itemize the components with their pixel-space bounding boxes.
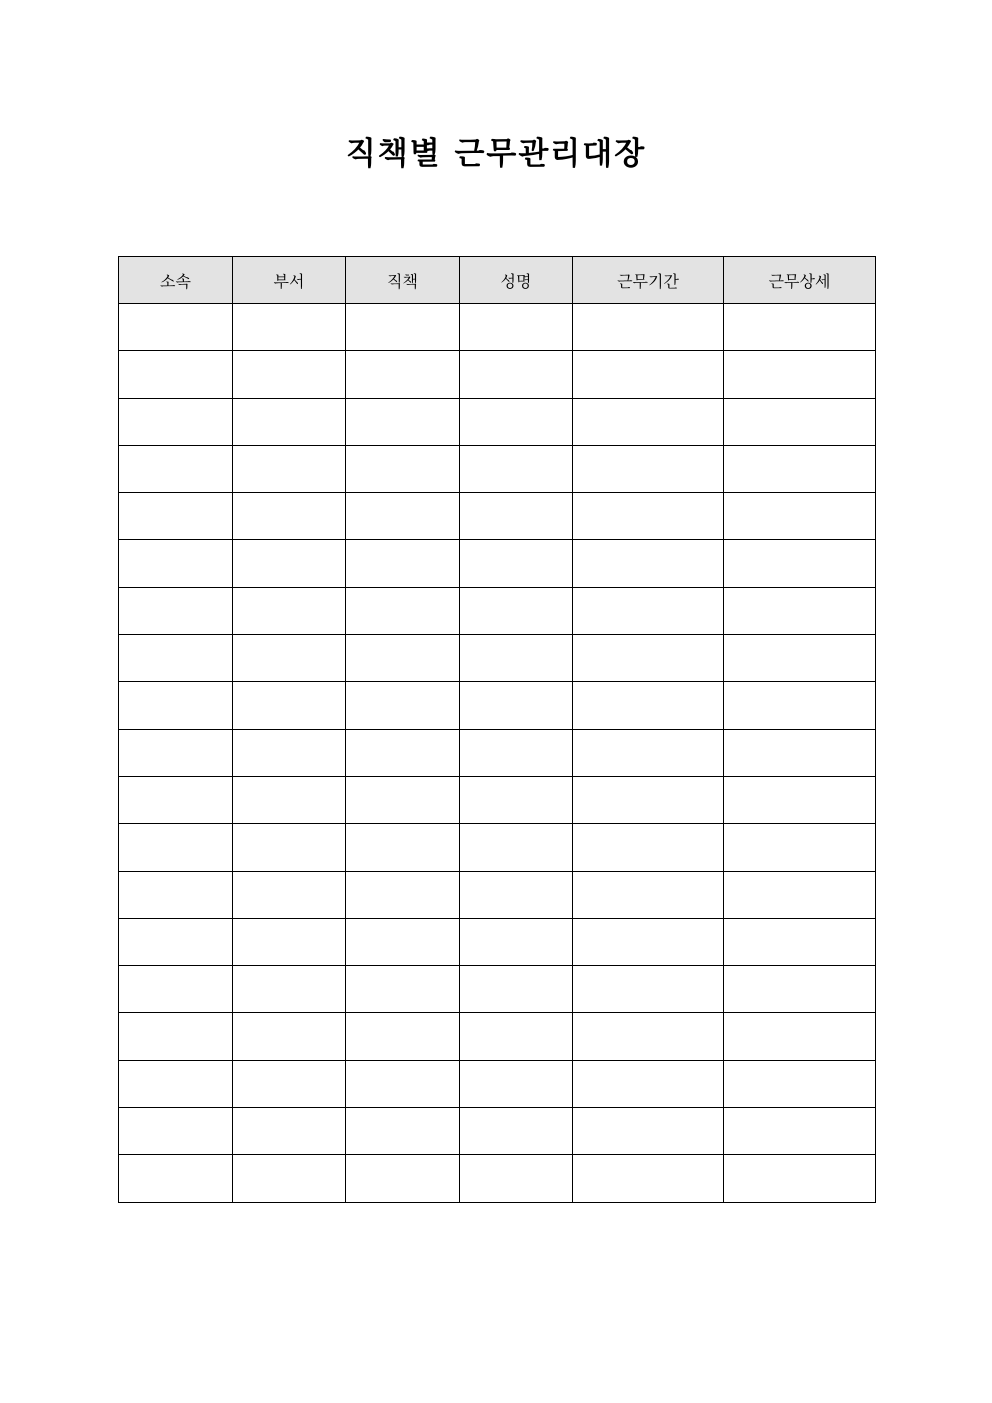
cell-affiliation[interactable]: [119, 351, 233, 398]
cell-position[interactable]: [346, 587, 460, 634]
cell-work-period[interactable]: [573, 871, 724, 918]
cell-work-period[interactable]: [573, 493, 724, 540]
cell-work-details[interactable]: [724, 398, 876, 445]
table-row: [119, 445, 876, 492]
cell-name[interactable]: [460, 729, 573, 776]
cell-position[interactable]: [346, 871, 460, 918]
cell-name[interactable]: [460, 1060, 573, 1107]
cell-work-period[interactable]: [573, 398, 724, 445]
cell-position[interactable]: [346, 445, 460, 492]
cell-name[interactable]: [460, 1013, 573, 1060]
cell-department[interactable]: [233, 1013, 346, 1060]
cell-work-details[interactable]: [724, 304, 876, 351]
cell-work-period[interactable]: [573, 918, 724, 965]
cell-name[interactable]: [460, 351, 573, 398]
cell-name[interactable]: [460, 635, 573, 682]
cell-work-details[interactable]: [724, 587, 876, 634]
cell-position[interactable]: [346, 304, 460, 351]
cell-affiliation[interactable]: [119, 540, 233, 587]
cell-name[interactable]: [460, 824, 573, 871]
cell-name[interactable]: [460, 776, 573, 823]
cell-department[interactable]: [233, 1108, 346, 1155]
table-row: [119, 1013, 876, 1060]
table-row: [119, 1155, 876, 1202]
cell-affiliation[interactable]: [119, 1060, 233, 1107]
table-row: [119, 540, 876, 587]
cell-work-details[interactable]: [724, 918, 876, 965]
cell-position[interactable]: [346, 1060, 460, 1107]
cell-name[interactable]: [460, 493, 573, 540]
cell-position[interactable]: [346, 918, 460, 965]
cell-affiliation[interactable]: [119, 587, 233, 634]
cell-affiliation[interactable]: [119, 776, 233, 823]
cell-department[interactable]: [233, 1155, 346, 1202]
table-row: [119, 635, 876, 682]
cell-department[interactable]: [233, 398, 346, 445]
cell-work-period[interactable]: [573, 351, 724, 398]
cell-name[interactable]: [460, 1155, 573, 1202]
cell-name[interactable]: [460, 871, 573, 918]
table-row: [119, 1060, 876, 1107]
table-row: [119, 729, 876, 776]
cell-position[interactable]: [346, 966, 460, 1013]
cell-department[interactable]: [233, 918, 346, 965]
cell-affiliation[interactable]: [119, 918, 233, 965]
cell-affiliation[interactable]: [119, 966, 233, 1013]
cell-work-period[interactable]: [573, 682, 724, 729]
cell-position[interactable]: [346, 1108, 460, 1155]
cell-affiliation[interactable]: [119, 398, 233, 445]
cell-work-details[interactable]: [724, 1108, 876, 1155]
cell-affiliation[interactable]: [119, 304, 233, 351]
cell-position[interactable]: [346, 635, 460, 682]
cell-work-details[interactable]: [724, 493, 876, 540]
cell-work-details[interactable]: [724, 1060, 876, 1107]
cell-affiliation[interactable]: [119, 445, 233, 492]
table-row: [119, 776, 876, 823]
cell-department[interactable]: [233, 587, 346, 634]
cell-name[interactable]: [460, 966, 573, 1013]
cell-department[interactable]: [233, 729, 346, 776]
column-header-work-period: 근무기간: [573, 257, 724, 304]
cell-affiliation[interactable]: [119, 1108, 233, 1155]
cell-work-period[interactable]: [573, 1155, 724, 1202]
cell-affiliation[interactable]: [119, 824, 233, 871]
cell-affiliation[interactable]: [119, 1155, 233, 1202]
cell-position[interactable]: [346, 682, 460, 729]
cell-department[interactable]: [233, 304, 346, 351]
cell-department[interactable]: [233, 540, 346, 587]
column-header-affiliation: 소속: [119, 257, 233, 304]
cell-department[interactable]: [233, 871, 346, 918]
cell-work-period[interactable]: [573, 824, 724, 871]
cell-work-details[interactable]: [724, 824, 876, 871]
cell-name[interactable]: [460, 918, 573, 965]
cell-department[interactable]: [233, 635, 346, 682]
cell-name[interactable]: [460, 445, 573, 492]
cell-work-period[interactable]: [573, 540, 724, 587]
cell-work-details[interactable]: [724, 776, 876, 823]
cell-position[interactable]: [346, 1013, 460, 1060]
cell-work-details[interactable]: [724, 1155, 876, 1202]
cell-work-period[interactable]: [573, 445, 724, 492]
cell-work-details[interactable]: [724, 351, 876, 398]
table-body: [119, 304, 876, 1203]
cell-work-details[interactable]: [724, 871, 876, 918]
cell-name[interactable]: [460, 587, 573, 634]
cell-name[interactable]: [460, 682, 573, 729]
cell-work-details[interactable]: [724, 635, 876, 682]
table-header-row: [119, 257, 876, 304]
cell-department[interactable]: [233, 776, 346, 823]
table-row: [119, 871, 876, 918]
cell-affiliation[interactable]: [119, 871, 233, 918]
table-row: [119, 966, 876, 1013]
column-header-department: 부서: [233, 257, 346, 304]
cell-work-period[interactable]: [573, 776, 724, 823]
table-row: [119, 304, 876, 351]
cell-work-details[interactable]: [724, 540, 876, 587]
table-row: [119, 398, 876, 445]
table-row: [119, 493, 876, 540]
cell-position[interactable]: [346, 776, 460, 823]
cell-position[interactable]: [346, 1155, 460, 1202]
cell-affiliation[interactable]: [119, 682, 233, 729]
column-header-work-details: 근무상세: [724, 257, 876, 304]
table-row: [119, 587, 876, 634]
cell-work-details[interactable]: [724, 966, 876, 1013]
cell-department[interactable]: [233, 445, 346, 492]
cell-position[interactable]: [346, 398, 460, 445]
cell-position[interactable]: [346, 493, 460, 540]
cell-affiliation[interactable]: [119, 1013, 233, 1060]
cell-work-details[interactable]: [724, 729, 876, 776]
cell-position[interactable]: [346, 824, 460, 871]
cell-position[interactable]: [346, 540, 460, 587]
page-title: 직책별 근무관리대장: [345, 136, 647, 172]
cell-work-period[interactable]: [573, 304, 724, 351]
table-row: [119, 682, 876, 729]
cell-affiliation[interactable]: [119, 729, 233, 776]
cell-position[interactable]: [346, 729, 460, 776]
cell-name[interactable]: [460, 398, 573, 445]
cell-work-period[interactable]: [573, 1060, 724, 1107]
cell-work-period[interactable]: [573, 587, 724, 634]
cell-department[interactable]: [233, 351, 346, 398]
cell-work-period[interactable]: [573, 729, 724, 776]
cell-affiliation[interactable]: [119, 493, 233, 540]
duty-management-table: [118, 256, 876, 1203]
cell-work-period[interactable]: [573, 1108, 724, 1155]
cell-work-details[interactable]: [724, 682, 876, 729]
table-row: [119, 1108, 876, 1155]
cell-position[interactable]: [346, 351, 460, 398]
cell-work-period[interactable]: [573, 635, 724, 682]
cell-work-period[interactable]: [573, 966, 724, 1013]
column-header-name: 성명: [460, 257, 573, 304]
cell-department[interactable]: [233, 493, 346, 540]
cell-name[interactable]: [460, 304, 573, 351]
cell-affiliation[interactable]: [119, 635, 233, 682]
cell-name[interactable]: [460, 540, 573, 587]
cell-work-details[interactable]: [724, 1013, 876, 1060]
cell-department[interactable]: [233, 966, 346, 1013]
table-row: [119, 351, 876, 398]
cell-name[interactable]: [460, 1108, 573, 1155]
table-row: [119, 918, 876, 965]
cell-work-period[interactable]: [573, 1013, 724, 1060]
cell-department[interactable]: [233, 824, 346, 871]
cell-work-details[interactable]: [724, 445, 876, 492]
column-header-position: 직책: [346, 257, 460, 304]
table-row: [119, 824, 876, 871]
cell-department[interactable]: [233, 1060, 346, 1107]
cell-department[interactable]: [233, 682, 346, 729]
